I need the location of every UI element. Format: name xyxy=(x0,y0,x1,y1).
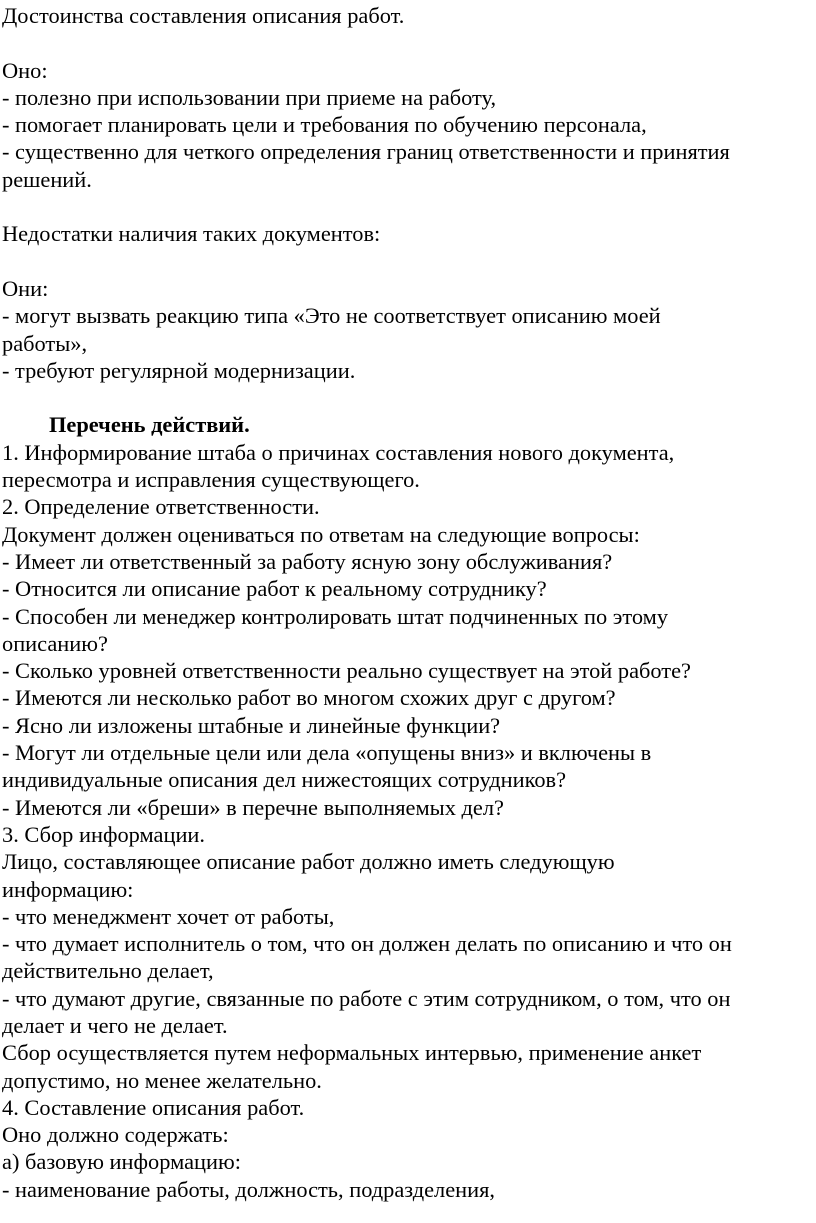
list-item: 4. Составление описания работ. xyxy=(2,1094,305,1120)
list-item: допустимо, но менее желательно. xyxy=(2,1067,322,1093)
disadvantages-list xyxy=(2,302,816,384)
list-item: - Имеются ли «бреши» в перечне выполняемых дел? xyxy=(2,794,504,820)
advantages-intro: Оно: xyxy=(2,57,48,83)
list-item: - могут вызвать реакцию типа «Это не соответствует описанию моей xyxy=(2,303,661,329)
list-item: Документ должен оцениваться по ответам на следующие вопросы: xyxy=(2,521,640,547)
list-item: Сбор осуществляется путем неформальных интервью, применение анкет xyxy=(2,1040,702,1066)
actions-list xyxy=(2,439,816,1203)
list-item: информацию: xyxy=(2,876,134,902)
advantages-list xyxy=(2,84,816,193)
list-item: - Имеются ли несколько работ во многом схожих друг с другом? xyxy=(2,685,616,711)
list-item: решений. xyxy=(2,166,92,192)
list-item: действительно делает, xyxy=(2,958,214,984)
actions-heading: Перечень действий. xyxy=(49,412,250,438)
list-item: - помогает планировать цели и требования по обучению персонала, xyxy=(2,112,647,138)
spacer xyxy=(2,193,816,220)
list-item: работы», xyxy=(2,330,88,356)
list-item: - требуют регулярной модернизации. xyxy=(2,357,356,383)
list-item: - что думают другие, связанные по работе с этим сотрудником, о том, что он xyxy=(2,985,731,1011)
disadvantages-intro: Они: xyxy=(2,275,49,301)
list-item: 1. Информирование штаба о причинах составления нового документа, xyxy=(2,439,675,465)
section-title-advantages: Достоинства составления описания работ. xyxy=(2,3,405,28)
list-item: - наименование работы, должность, подразделения, xyxy=(2,1176,496,1202)
list-item: - Относится ли описание работ к реальному сотруднику? xyxy=(2,576,547,602)
list-item: - Способен ли менеджер контролировать штат подчиненных по этому xyxy=(2,603,669,629)
list-item: - что думает исполнитель о том, что он должен делать по описанию и что он xyxy=(2,931,732,957)
list-item: Лицо, составляющее описание работ должно иметь следующую xyxy=(2,849,615,875)
section-title-disadvantages: Недостатки наличия таких документов: xyxy=(2,221,381,247)
list-item: описанию? xyxy=(2,630,108,656)
list-item: а) базовую информацию: xyxy=(2,1149,241,1175)
list-item: - Сколько уровней ответственности реально существует на этой работе? xyxy=(2,658,691,684)
list-item: - что менеджмент хочет от работы, xyxy=(2,903,335,929)
spacer xyxy=(2,29,816,56)
list-item: Оно должно содержать: xyxy=(2,1122,229,1148)
list-item: - полезно при использовании при приеме на работу, xyxy=(2,84,497,110)
spacer xyxy=(2,248,816,275)
list-item: - Могут ли отдельные цели или дела «опущены вниз» и включены в xyxy=(2,740,652,766)
list-item: 2. Определение ответственности. xyxy=(2,494,320,520)
list-item: - Имеет ли ответственный за работу ясную зону обслуживания? xyxy=(2,548,613,574)
spacer xyxy=(2,384,816,411)
list-item: пересмотра и исправления существующего. xyxy=(2,467,420,493)
list-item: индивидуальные описания дел нижестоящих сотрудников? xyxy=(2,767,567,793)
list-item: делает и чего не делает. xyxy=(2,1012,228,1038)
list-item: 3. Сбор информации. xyxy=(2,821,206,847)
list-item: - Ясно ли изложены штабные и линейные функции? xyxy=(2,712,501,738)
list-item: - существенно для четкого определения границ ответственности и принятия xyxy=(2,139,730,165)
